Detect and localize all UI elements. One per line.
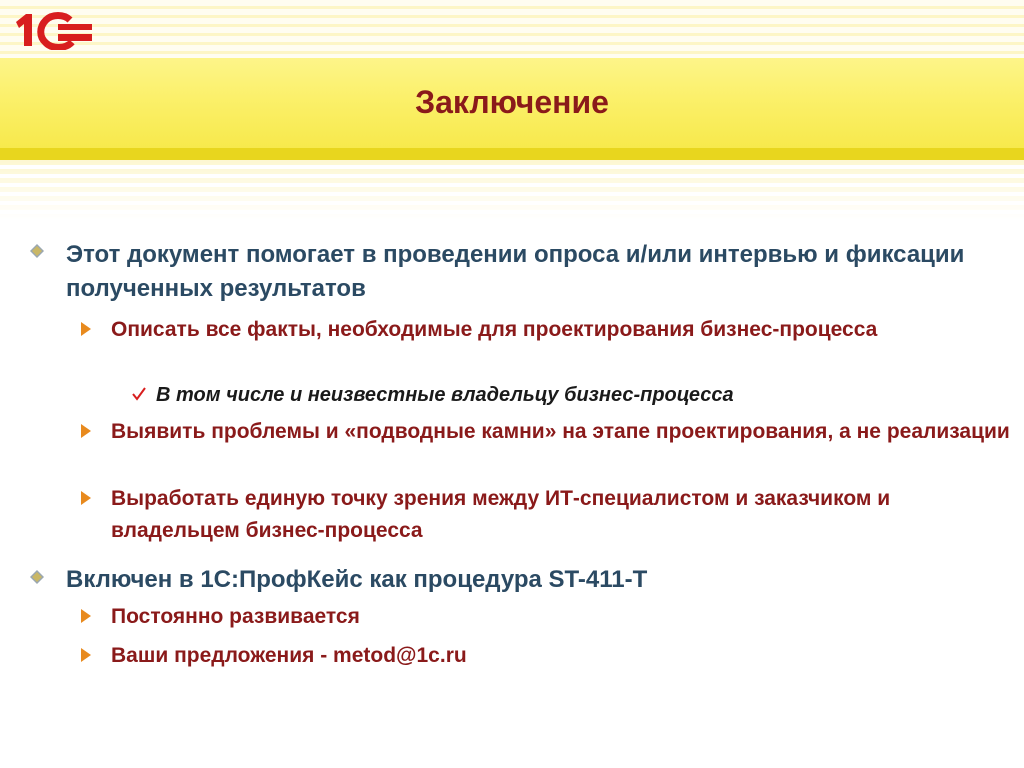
bullet-text: Описать все факты, необходимые для проектирования бизнес-процесса bbox=[111, 318, 878, 341]
bullet-text: Ваши предложения - metod@1c.ru bbox=[111, 644, 467, 667]
bullet-text: Выработать единую точку зрения между ИТ-специалистом и заказчиком и владельцем бизнес-процесса bbox=[111, 487, 891, 542]
fade-stripes bbox=[0, 160, 1024, 220]
list-item-level2 bbox=[111, 601, 991, 633]
checkmark-bullet-icon bbox=[132, 386, 146, 402]
bullet-text: Этот документ помогает в проведении опроса и/или интервью и фиксации полученных результатов bbox=[66, 241, 965, 302]
1c-logo bbox=[12, 10, 94, 50]
list-item-level1 bbox=[66, 563, 996, 597]
list-item-level2 bbox=[111, 483, 921, 547]
header-stripes bbox=[0, 0, 1024, 58]
list-item-level3 bbox=[156, 380, 996, 410]
triangle-bullet-icon bbox=[80, 608, 92, 624]
bullet-text: Выявить проблемы и «подводные камни» на этапе проектирования, а не реализации bbox=[111, 420, 1010, 443]
title-underline bbox=[0, 148, 1024, 160]
bullet-text: В том числе и неизвестные владельцу бизнес-процесса bbox=[156, 384, 734, 406]
triangle-bullet-icon bbox=[80, 423, 92, 439]
triangle-bullet-icon bbox=[80, 647, 92, 663]
list-item-level2 bbox=[111, 640, 991, 672]
list-item-level2 bbox=[111, 416, 1016, 448]
list-item-level2 bbox=[111, 314, 991, 346]
diamond-bullet-icon bbox=[29, 243, 45, 259]
triangle-bullet-icon bbox=[80, 321, 92, 337]
triangle-bullet-icon bbox=[80, 490, 92, 506]
diamond-bullet-icon bbox=[29, 569, 45, 585]
bullet-text: Постоянно развивается bbox=[111, 605, 360, 628]
bullet-text: Включен в 1С:ПрофКейс как процедура ST-411-T bbox=[66, 566, 648, 593]
list-item-level1 bbox=[66, 238, 996, 306]
slide-title: Заключение bbox=[415, 84, 609, 120]
